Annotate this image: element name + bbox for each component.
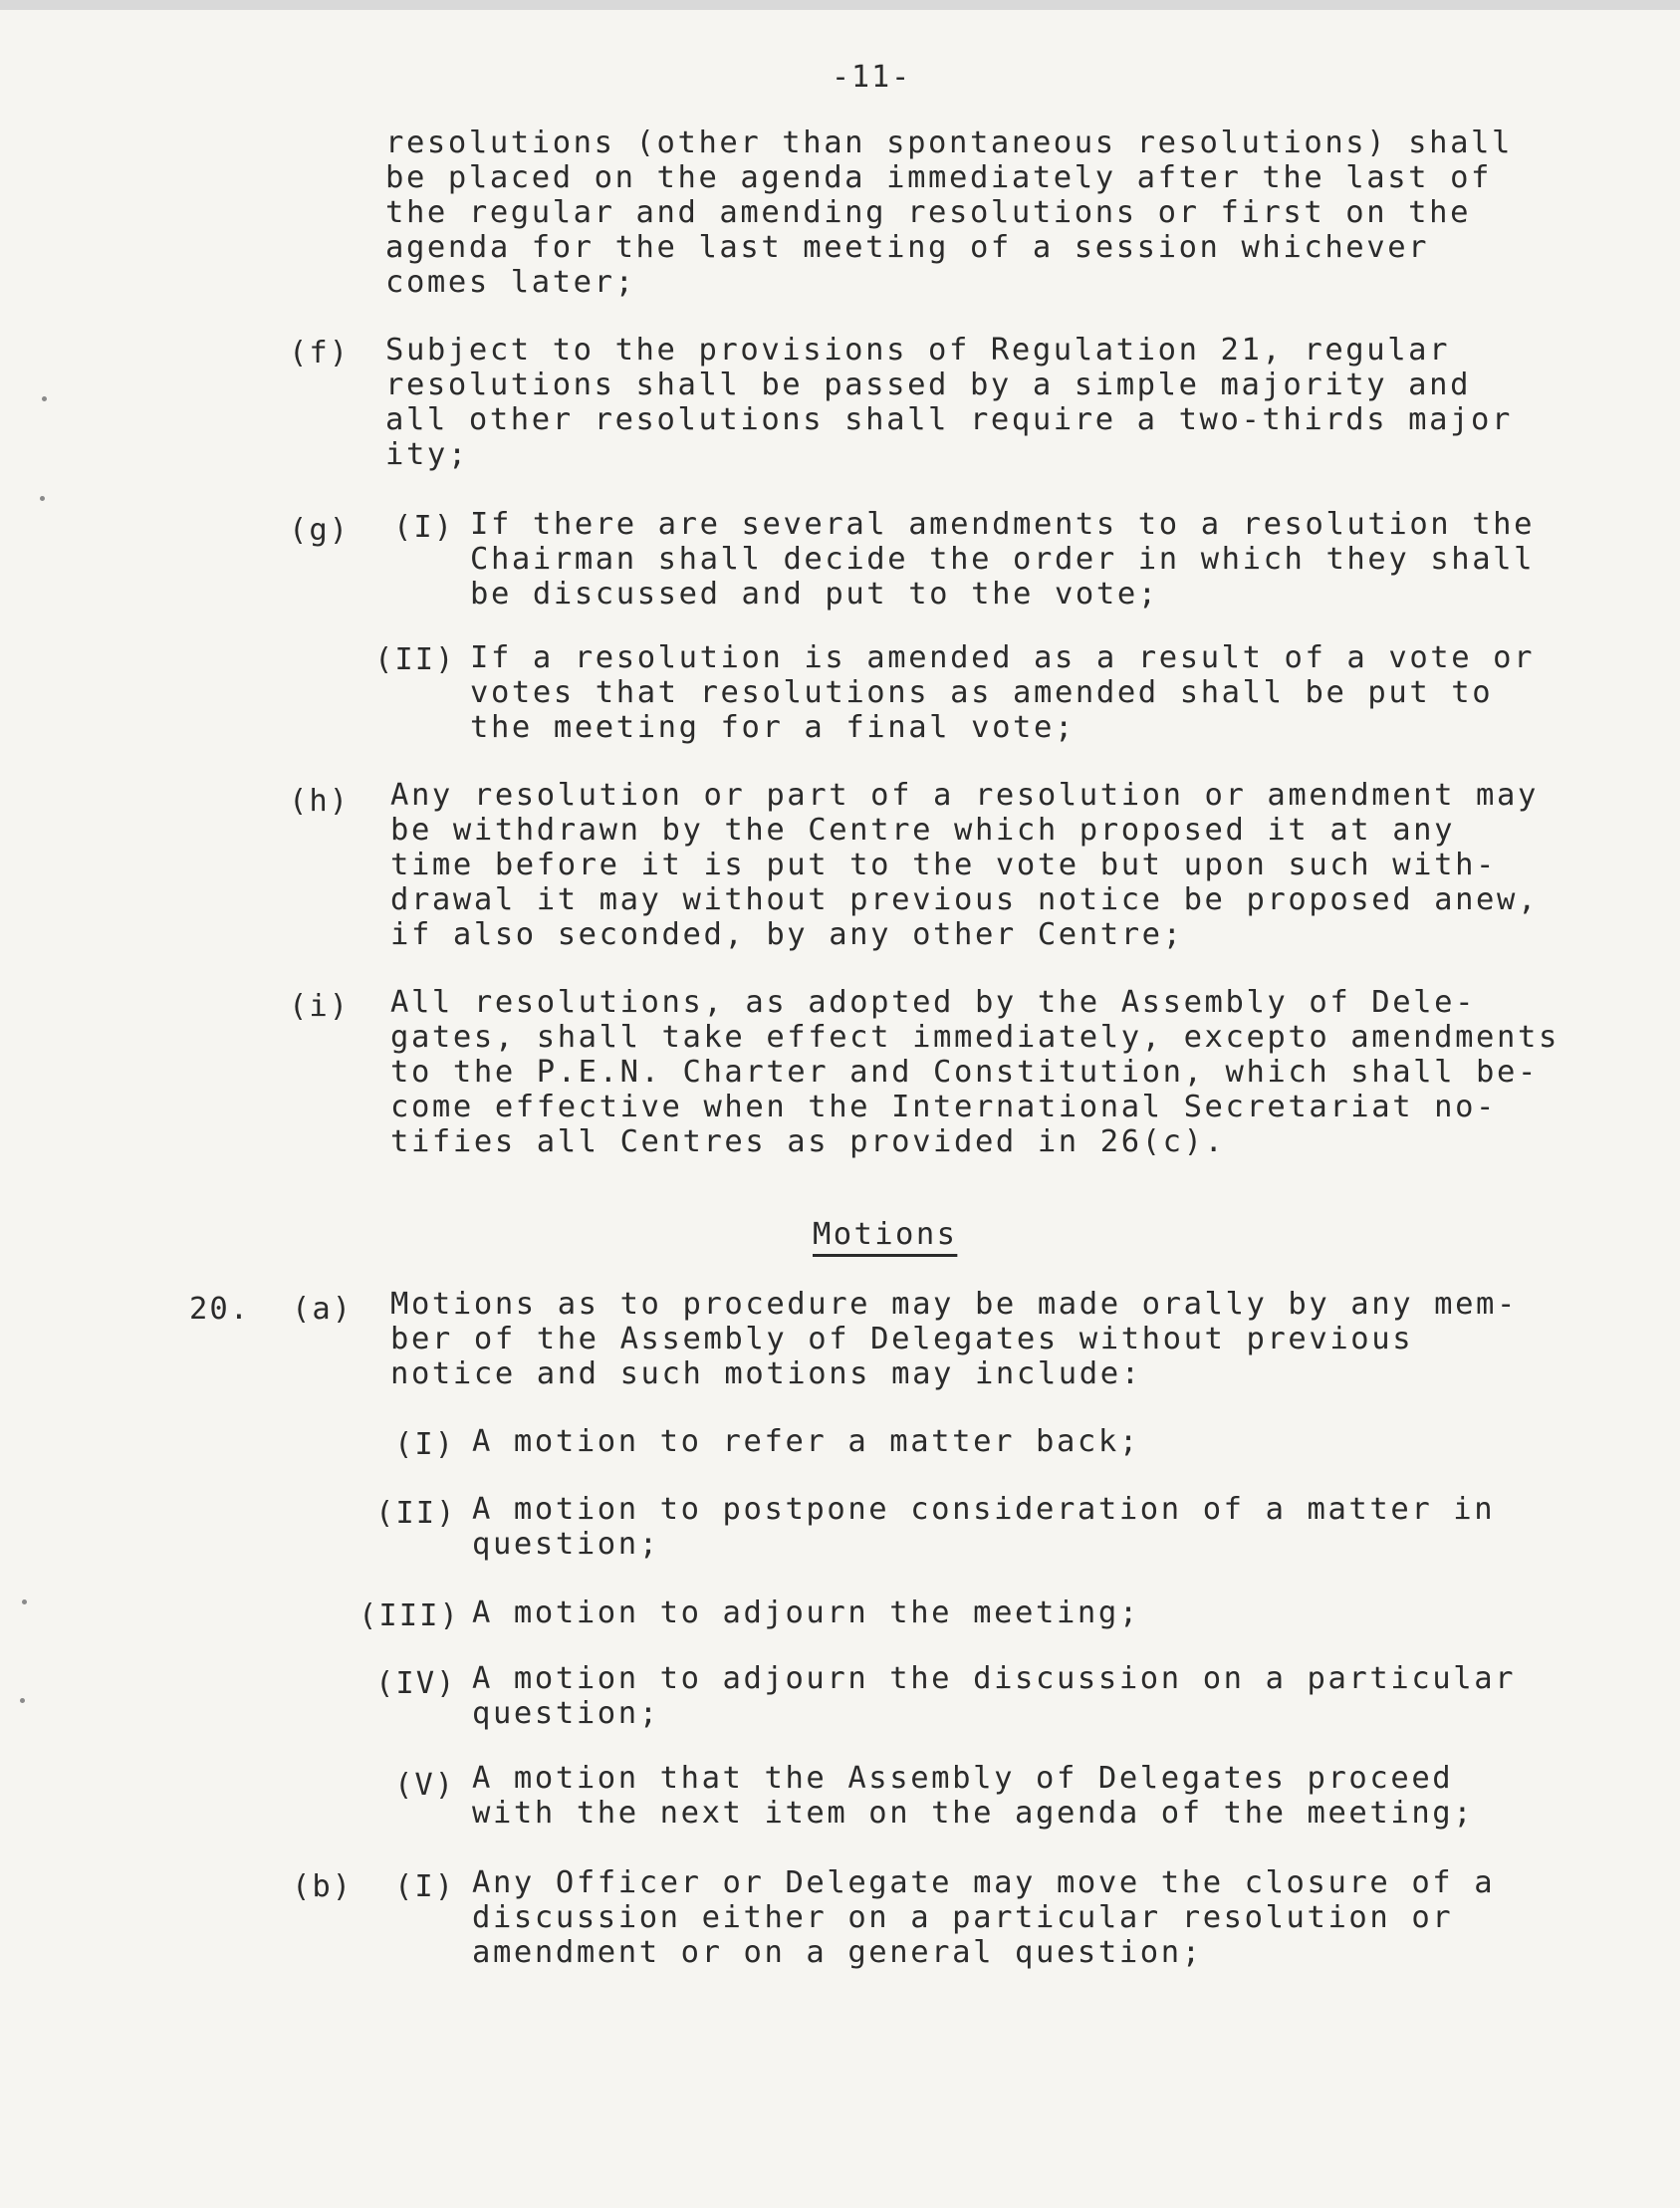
text-line: drawal it may without previous notice be proposed anew,: [390, 882, 1539, 917]
subclause-label: (I): [394, 1427, 456, 1462]
section-heading: Motions: [813, 1217, 958, 1252]
text-line: discussion either on a particular resolution or: [472, 1900, 1454, 1935]
subclause-label: (II): [375, 1496, 457, 1531]
scan-speck: [42, 396, 47, 401]
text-line: ity;: [385, 437, 469, 472]
text-line: all other resolutions shall require a two-thirds major: [385, 402, 1513, 437]
text-line: notice and such motions may include:: [390, 1356, 1142, 1391]
text-line: agenda for the last meeting of a session whichever: [385, 230, 1430, 265]
text-line: resolutions shall be passed by a simple majority and: [385, 368, 1472, 402]
text-line: comes later;: [385, 265, 636, 300]
text-line: votes that resolutions as amended shall be put to: [470, 675, 1494, 710]
text-line: A motion to adjourn the meeting;: [472, 1595, 1140, 1630]
text-line: A motion to postpone consideration of a matter in: [472, 1492, 1496, 1527]
text-line: be withdrawn by the Centre which proposed it at any: [390, 813, 1456, 848]
clause-label-a: (a): [292, 1292, 354, 1327]
text-line: time before it is put to the vote but upon such with-: [390, 848, 1498, 882]
text-line: resolutions (other than spontaneous resolutions) shall: [385, 125, 1513, 160]
page-number: -11-: [832, 60, 912, 95]
text-line: if also seconded, by any other Centre;: [390, 917, 1184, 952]
text-line: A motion to adjourn the discussion on a particular: [472, 1661, 1517, 1696]
subclause-label: (III): [359, 1598, 460, 1633]
scan-speck: [40, 496, 45, 501]
text-line: If there are several amendments to a resolution the: [470, 507, 1536, 542]
text-line: question;: [472, 1527, 660, 1562]
text-line: with the next item on the agenda of the meeting;: [472, 1796, 1475, 1831]
text-line: tifies all Centres as provided in 26(c).: [390, 1124, 1226, 1159]
clause-label-i: (i): [289, 989, 351, 1024]
text-line: come effective when the International Secretariat no-: [390, 1090, 1498, 1124]
clause-label-h: (h): [289, 784, 351, 819]
text-line: to the P.E.N. Charter and Constitution, which shall be-: [390, 1055, 1539, 1090]
text-line: A motion to refer a matter back;: [472, 1424, 1140, 1459]
text-line: the regular and amending resolutions or first on the: [385, 195, 1472, 230]
text-line: the meeting for a final vote;: [470, 710, 1076, 745]
subclause-label: (I): [394, 1869, 456, 1904]
subclause-label: (I): [393, 510, 455, 545]
clause-label-g: (g): [289, 513, 351, 548]
text-line: Chairman shall decide the order in which they shall: [470, 542, 1536, 577]
subclause-label: (V): [394, 1768, 456, 1803]
clause-label-b: (b): [292, 1869, 354, 1904]
text-line: Any Officer or Delegate may move the closure of a: [472, 1865, 1496, 1900]
text-line: be placed on the agenda immediately after the last of: [385, 160, 1493, 195]
text-line: If a resolution is amended as a result of a vote or: [470, 640, 1536, 675]
subclause-label: (II): [374, 642, 456, 677]
text-line: Any resolution or part of a resolution or amendment may: [390, 778, 1539, 813]
clause-label-f: (f): [289, 336, 351, 370]
subclause-label: (IV): [375, 1666, 457, 1701]
scan-edge: [0, 0, 1680, 10]
text-line: question;: [472, 1696, 660, 1731]
scan-speck: [22, 1599, 27, 1604]
text-line: Motions as to procedure may be made orally by any mem-: [390, 1287, 1518, 1322]
text-line: All resolutions, as adopted by the Assembly of Dele-: [390, 985, 1477, 1020]
regulation-number: 20.: [189, 1292, 251, 1327]
text-line: A motion that the Assembly of Delegates proceed: [472, 1761, 1454, 1796]
text-line: amendment or on a general question;: [472, 1935, 1203, 1970]
text-line: gates, shall take effect immediately, excepto amendments: [390, 1020, 1560, 1055]
text-line: be discussed and put to the vote;: [470, 577, 1159, 612]
text-line: Subject to the provisions of Regulation 21, regular: [385, 333, 1451, 368]
text-line: ber of the Assembly of Delegates without previous: [390, 1322, 1414, 1356]
scan-speck: [20, 1698, 25, 1703]
